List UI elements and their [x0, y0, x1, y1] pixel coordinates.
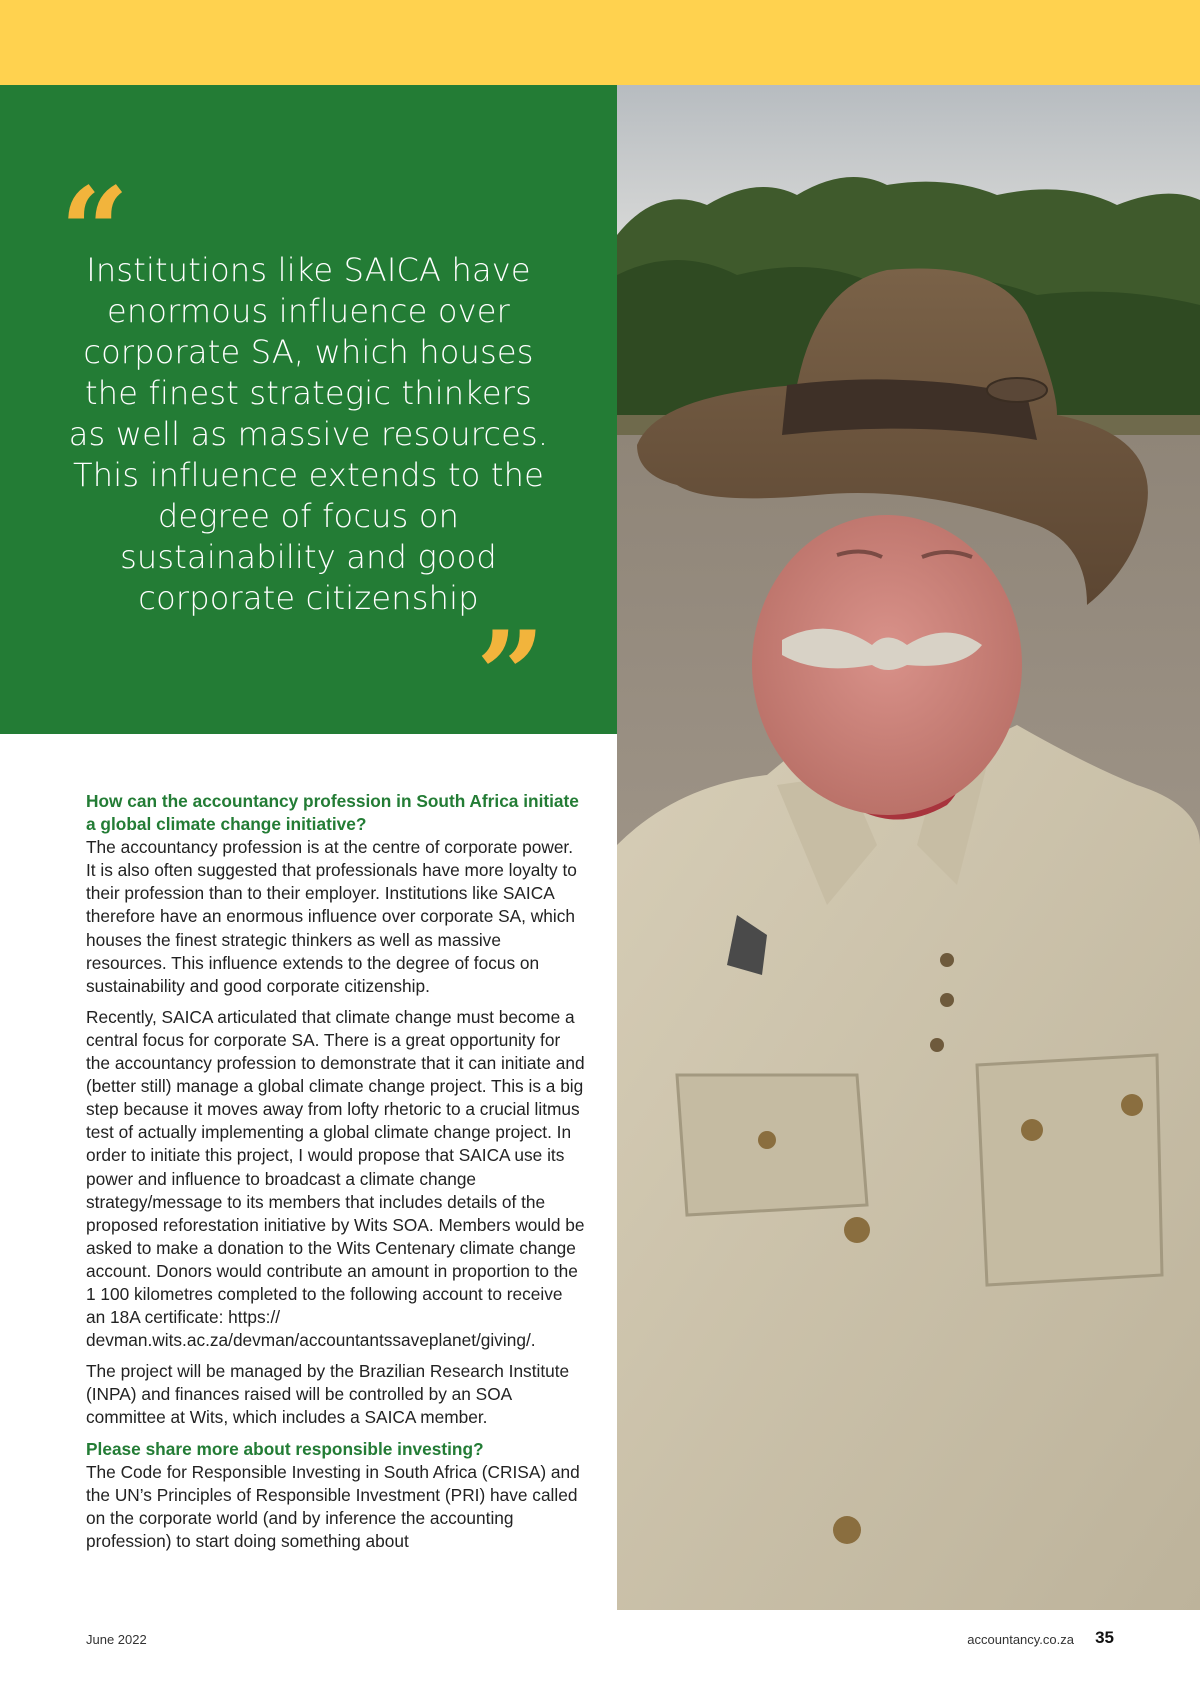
footer-site[interactable]: accountancy.co.za	[967, 1632, 1074, 1647]
open-quote-mark: “	[60, 161, 130, 302]
portrait-illustration	[617, 85, 1200, 1610]
close-quote-mark: ”	[476, 605, 546, 746]
top-yellow-band	[0, 0, 1200, 85]
footer-date: June 2022	[86, 1632, 147, 1647]
portrait-photo	[617, 85, 1200, 1610]
question-heading: How can the accountancy profession in South Africa initiate a global climate change initiative?	[86, 791, 579, 835]
paragraph: The Code for Responsible Investing in South Africa (CRISA) and the UN’s Principles of Responsible Investment (PRI) have called on the corporate world (and by inference the accounting profession) to start doing something about	[86, 1461, 580, 1551]
paragraph: The accountancy profession is at the centre of corporate power. It is also often suggested that professionals have more loyalty to their profession than to their employer. Institutions like SAICA therefore have an enormous influence over corporate SA, which houses the finest strategic thinkers as well as massive resources. This influence extends to the degree of focus on sustainability and good corporate citizenship.	[86, 837, 577, 996]
article-body	[86, 790, 586, 1561]
paragraph: Recently, SAICA articulated that climate change must become a central focus for corporate SA. There is a great opportunity for the accountancy profession to demonstrate that it can initiate and (better still) manage a global climate change project. This is a big step because it moves away from lofty rhetoric to a crucial litmus test of actually implementing a global climate change project. In order to initiate this project, I would propose that SAICA use its power and influence to broadcast a climate change strategy/message to its members that includes details of the proposed reforestation initiative by Wits SOA. Members would be asked to make a donation to the Wits Centenary climate change account. Donors would contribute an amount in proportion to the 1 100 kilometres completed to the following account to receive an 18A certificate: https:// devman.wits.ac.za/devman/accountantssaveplanet/giving/.	[86, 1006, 585, 1351]
page-number: 35	[1095, 1628, 1114, 1647]
pull-quote-text: Institutions like SAICA have enormous influence over corporate SA, which houses the finest strategic thinkers as well as massive resources. This influence extends to the degree of focus on sustainability and good corporate citizenship	[68, 251, 549, 617]
paragraph: The project will be managed by the Brazilian Research Institute (INPA) and finances raised will be controlled by an SOA committee at Wits, which includes a SAICA member.	[86, 1361, 570, 1428]
question-heading: Please share more about responsible investing?	[86, 1438, 484, 1459]
